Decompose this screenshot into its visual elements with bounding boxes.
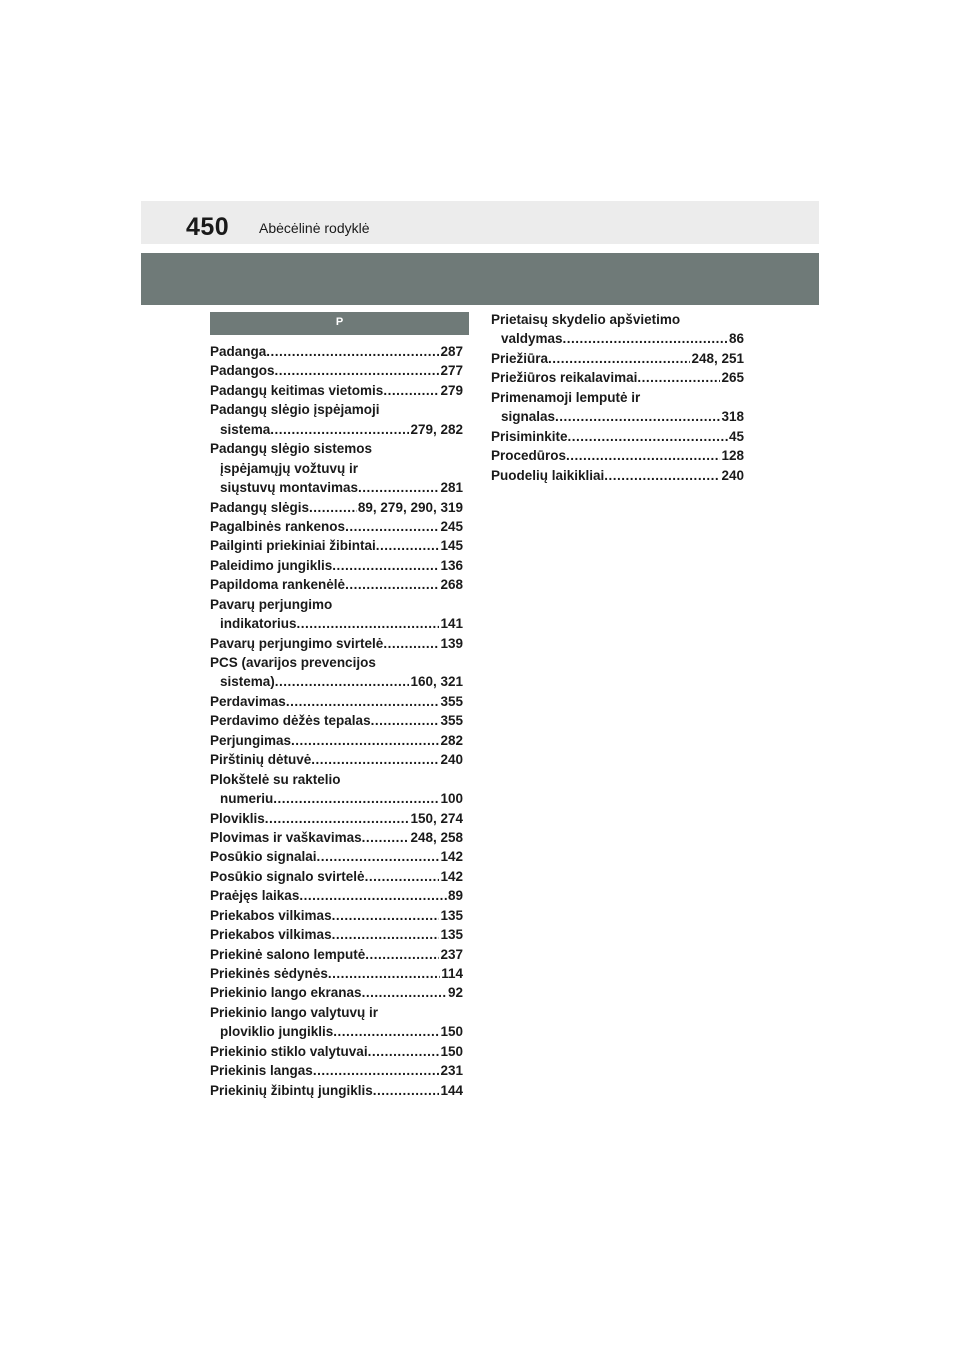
- dot-leader: [358, 478, 439, 497]
- index-entry-label: Perjungimas: [210, 732, 292, 748]
- index-entry-pages[interactable]: 318: [721, 409, 744, 425]
- index-entry-line: [210, 731, 463, 750]
- index-entry-pages[interactable]: 86: [728, 331, 744, 347]
- index-entry-label: valdymas: [501, 331, 563, 347]
- index-entry: [210, 828, 463, 847]
- index-entry-line: [491, 310, 744, 329]
- index-entry: [210, 906, 463, 925]
- index-entry-line: [210, 770, 463, 789]
- dot-leader: [376, 536, 440, 555]
- dot-leader: [299, 886, 447, 905]
- index-entry-line: [491, 388, 744, 407]
- index-entry-label: Padangų keitimas vietomis: [210, 382, 384, 398]
- dot-leader: [275, 361, 440, 380]
- index-entry-label: Pirštinių dėtuvė: [210, 752, 312, 768]
- dot-leader: [383, 381, 439, 400]
- index-entry-line: [210, 575, 463, 594]
- index-entry-pages[interactable]: 150, 274: [410, 810, 463, 826]
- index-entry: [210, 711, 463, 730]
- index-entry-label: Padangų slėgio įspėjamoji: [210, 402, 380, 418]
- index-entry-pages[interactable]: 281: [440, 480, 463, 496]
- dot-leader: [286, 692, 440, 711]
- dot-leader: [265, 809, 410, 828]
- index-entry: [210, 809, 463, 828]
- dot-leader: [345, 517, 439, 536]
- index-entry-line: [210, 536, 463, 555]
- index-entry-pages[interactable]: 139: [440, 635, 463, 651]
- index-entry-line: [210, 1042, 463, 1061]
- index-entry-pages[interactable]: 265: [721, 370, 744, 386]
- index-entry: [210, 867, 463, 886]
- index-entry: [491, 368, 744, 387]
- index-entry: [210, 925, 463, 944]
- index-entry-label: numeriu: [220, 791, 274, 807]
- index-entry-label: Priežiūros reikalavimai: [491, 370, 638, 386]
- dot-leader: [273, 789, 439, 808]
- index-entry-pages[interactable]: 136: [440, 557, 463, 573]
- dot-leader: [332, 906, 440, 925]
- index-entry-pages[interactable]: 277: [440, 363, 463, 379]
- index-entry-label: Padanga: [210, 344, 267, 359]
- index-entry-label: sistema): [220, 674, 275, 690]
- index-entry-line: [210, 925, 463, 944]
- index-entry-line: [210, 1081, 463, 1100]
- index-entry-label: Paleidimo jungiklis: [210, 557, 333, 573]
- dot-leader: [555, 407, 720, 426]
- index-entry: [210, 536, 463, 555]
- header-band: [141, 253, 819, 305]
- index-entry-pages[interactable]: 145: [440, 538, 463, 554]
- index-entry-pages[interactable]: 160, 321: [410, 674, 463, 690]
- index-entry: [210, 517, 463, 536]
- index-entry-pages[interactable]: 45: [728, 428, 744, 444]
- index-entry-label: Perdavimas: [210, 693, 286, 709]
- index-entry: [491, 349, 744, 368]
- index-entry-label: Padangų slėgis: [210, 499, 310, 515]
- dot-leader: [297, 614, 440, 633]
- index-entry-pages[interactable]: 282: [440, 732, 463, 748]
- index-entry-label: Posūkio signalai: [210, 849, 317, 865]
- index-entry-label: PCS (avarijos prevencijos: [210, 655, 376, 670]
- index-entry-pages[interactable]: 355: [440, 713, 463, 729]
- index-entry-line: [210, 847, 463, 866]
- index-entry-label: Primenamoji lemputė ir: [491, 389, 641, 405]
- index-entry: [491, 446, 744, 465]
- index-entry-pages[interactable]: 144: [440, 1082, 463, 1098]
- index-entry: [210, 692, 463, 711]
- dot-leader: [332, 556, 439, 575]
- index-entry: [210, 964, 463, 983]
- dot-leader: [568, 427, 728, 446]
- index-entry-line: [210, 1061, 463, 1080]
- index-entry-line: [210, 809, 463, 828]
- index-entry-pages[interactable]: 92: [447, 985, 463, 1001]
- index-entry: [210, 381, 463, 400]
- index-entry-line: [491, 349, 744, 368]
- index-entry-line: [210, 400, 463, 419]
- index-column-left: [210, 342, 463, 1100]
- index-entry-pages[interactable]: 240: [440, 752, 463, 768]
- dot-leader: [345, 575, 439, 594]
- index-entry-label: Priekabos vilkimas: [210, 907, 332, 923]
- index-entry-label: Priežiūra: [491, 350, 549, 366]
- index-entry-pages[interactable]: 128: [721, 448, 744, 464]
- index-entry-line: [491, 466, 744, 485]
- index-entry-label: Plovimas ir vaškavimas: [210, 829, 362, 845]
- index-entry-pages[interactable]: 237: [440, 946, 463, 962]
- dot-leader: [266, 342, 439, 361]
- index-entry-pages[interactable]: 135: [440, 927, 463, 943]
- index-entry-pages[interactable]: 150: [440, 1024, 463, 1040]
- dot-leader: [362, 828, 410, 847]
- index-entry-pages[interactable]: 240: [721, 467, 744, 483]
- index-entry-label: Ploviklis: [210, 810, 265, 826]
- index-entry: [491, 466, 744, 485]
- index-entry-pages[interactable]: 141: [440, 616, 463, 632]
- header-bar: [141, 201, 819, 244]
- page-number: 450: [186, 213, 230, 241]
- dot-leader: [365, 945, 439, 964]
- dot-leader: [637, 368, 720, 387]
- dot-leader: [333, 1022, 439, 1041]
- dot-leader: [328, 964, 440, 983]
- index-entry-line: [210, 498, 463, 517]
- index-entry-pages[interactable]: 248, 258: [410, 829, 463, 845]
- dot-leader: [373, 1081, 440, 1100]
- index-entry: [210, 1003, 463, 1042]
- index-entry-label: Pavarų perjungimo: [210, 596, 333, 612]
- index-entry-label: indikatorius: [220, 616, 297, 632]
- index-entry-pages[interactable]: 355: [440, 693, 463, 709]
- index-entry-line: [210, 517, 463, 536]
- index-entry: [210, 342, 463, 361]
- dot-leader: [311, 750, 439, 769]
- index-entry-label: Priekinė salono lemputė: [210, 946, 366, 962]
- index-entry: [210, 731, 463, 750]
- index-entry-pages[interactable]: 287: [440, 344, 463, 359]
- index-entry-line: [491, 446, 744, 465]
- index-entry-label: Procedūros: [491, 448, 567, 464]
- index-entry-line: [210, 906, 463, 925]
- index-entry-continuation: [210, 672, 463, 691]
- index-entry-label: Papildoma rankenėlė: [210, 577, 346, 593]
- index-entry-line: [210, 595, 463, 614]
- index-entry-label: Puodelių laikikliai: [491, 467, 605, 483]
- index-entry: [210, 439, 463, 497]
- index-entry-label: Priekinio stiklo valytuvai: [210, 1043, 368, 1059]
- index-entry: [210, 945, 463, 964]
- section-title: Abėcėlinė rodyklė: [259, 220, 370, 236]
- index-entry-pages[interactable]: 279: [440, 382, 463, 398]
- index-entry-pages[interactable]: 135: [440, 907, 463, 923]
- index-entry-line: [210, 342, 463, 361]
- index-entry: [210, 750, 463, 769]
- index-entry: [210, 556, 463, 575]
- index-entry-line: [210, 750, 463, 769]
- index-entry-label: signalas: [501, 409, 556, 425]
- index-entry-label: Pagalbinės rankenos: [210, 518, 346, 534]
- index-entry-line: [210, 886, 463, 905]
- index-entry-line: [210, 381, 463, 400]
- index-entry-line: [210, 711, 463, 730]
- dot-leader: [548, 349, 690, 368]
- dot-leader: [309, 498, 357, 517]
- index-entry-label: Posūkio signalo svirtelė: [210, 868, 365, 884]
- index-entry-label: Priekinio lango ekranas: [210, 985, 362, 1001]
- index-entry: [210, 595, 463, 634]
- index-entry: [210, 400, 463, 439]
- index-entry-label: Priekinės sėdynės: [210, 966, 328, 981]
- index-entry-label: Prisiminkite: [491, 428, 568, 444]
- index-entry-continuation: [210, 478, 463, 497]
- index-entry-line: [210, 945, 463, 964]
- index-entry-pages[interactable]: 231: [440, 1063, 463, 1079]
- index-entry-line: [210, 556, 463, 575]
- index-entry-line: [210, 361, 463, 380]
- index-entry-label: sistema: [220, 421, 271, 437]
- index-entry-line: [210, 634, 463, 653]
- index-entry-label: siųstuvų montavimas: [220, 480, 359, 496]
- index-entry-label: Pavarų perjungimo svirtelė: [210, 635, 384, 651]
- index-entry-line: [210, 653, 463, 672]
- dot-leader: [362, 983, 447, 1002]
- index-entry-label: Priekinis langas: [210, 1063, 313, 1079]
- index-entry-pages[interactable]: 100: [440, 791, 463, 807]
- index-entry-label: Padangos: [210, 363, 275, 379]
- dot-leader: [291, 731, 439, 750]
- dot-leader: [270, 420, 409, 439]
- dot-leader: [371, 711, 440, 730]
- index-entry-pages[interactable]: 89, 279, 290, 319: [357, 499, 463, 515]
- dot-leader: [313, 1061, 440, 1080]
- index-entry: [210, 653, 463, 692]
- index-entry: [210, 361, 463, 380]
- index-entry-label: Pailginti priekiniai žibintai: [210, 538, 376, 554]
- index-entry-label: Priekinio lango valytuvų ir: [210, 1004, 379, 1020]
- index-entry-continuation: [491, 407, 744, 426]
- dot-leader: [383, 634, 439, 653]
- index-entry-line: [210, 828, 463, 847]
- dot-leader: [317, 847, 440, 866]
- index-entry-continuation: [491, 329, 744, 348]
- dot-leader: [563, 329, 728, 348]
- index-entry: [491, 427, 744, 446]
- index-entry: [210, 1061, 463, 1080]
- index-entry: [210, 1042, 463, 1061]
- index-entry-pages[interactable]: 279, 282: [410, 421, 463, 437]
- index-entry-line: [210, 692, 463, 711]
- index-entry-label: Prietaisų skydelio apšvietimo: [491, 312, 681, 327]
- index-entry-label: Plokštelė su raktelio: [210, 771, 341, 787]
- index-entry-continuation: [210, 789, 463, 808]
- dot-leader: [332, 925, 440, 944]
- index-entry-label: Perdavimo dėžės tepalas: [210, 713, 371, 729]
- index-entry-line: [491, 427, 744, 446]
- index-entry-line: [210, 1003, 463, 1022]
- dot-leader: [275, 672, 410, 691]
- dot-leader: [368, 1042, 440, 1061]
- index-entry-label: įspėjamųjų vožtuvų ir: [220, 460, 359, 476]
- index-entry: [210, 983, 463, 1002]
- dot-leader: [566, 446, 720, 465]
- index-entry-label: Padangų slėgio sistemos: [210, 441, 373, 457]
- index-entry-pages[interactable]: 268: [440, 577, 463, 593]
- index-entry-continuation: [210, 614, 463, 633]
- index-entry-pages[interactable]: 142: [440, 868, 463, 884]
- index-entry-line: [491, 368, 744, 387]
- index-entry-continuation: [210, 459, 463, 478]
- index-entry-line: [210, 983, 463, 1002]
- dot-leader: [604, 466, 720, 485]
- index-entry-line: [210, 964, 463, 983]
- index-letter-heading: P: [210, 312, 469, 335]
- index-entry-label: Priekabos vilkimas: [210, 927, 332, 943]
- index-entry-pages[interactable]: 142: [440, 849, 463, 865]
- index-entry: [210, 1081, 463, 1100]
- index-entry: [210, 770, 463, 809]
- index-entry-line: [210, 867, 463, 886]
- index-entry-pages[interactable]: 248, 251: [691, 350, 744, 366]
- index-entry-line: [210, 439, 463, 458]
- index-entry-pages[interactable]: 114: [441, 966, 463, 981]
- index-entry: [491, 310, 744, 349]
- index-entry: [210, 575, 463, 594]
- index-entry: [210, 847, 463, 866]
- index-entry-label: ploviklio jungiklis: [220, 1024, 334, 1040]
- index-entry-pages[interactable]: 150: [440, 1043, 463, 1059]
- index-entry: [210, 498, 463, 517]
- index-entry-continuation: [210, 420, 463, 439]
- index-entry-pages[interactable]: 89: [447, 888, 463, 904]
- index-entry: [210, 634, 463, 653]
- index-entry: [210, 886, 463, 905]
- index-entry: [491, 388, 744, 427]
- dot-leader: [365, 867, 440, 886]
- index-entry-label: Priekinių žibintų jungiklis: [210, 1082, 373, 1098]
- index-entry-continuation: [210, 1022, 463, 1041]
- index-entry-label: Praėjęs laikas: [210, 888, 300, 904]
- index-entry-pages[interactable]: 245: [440, 518, 463, 534]
- index-column-right: [491, 310, 744, 485]
